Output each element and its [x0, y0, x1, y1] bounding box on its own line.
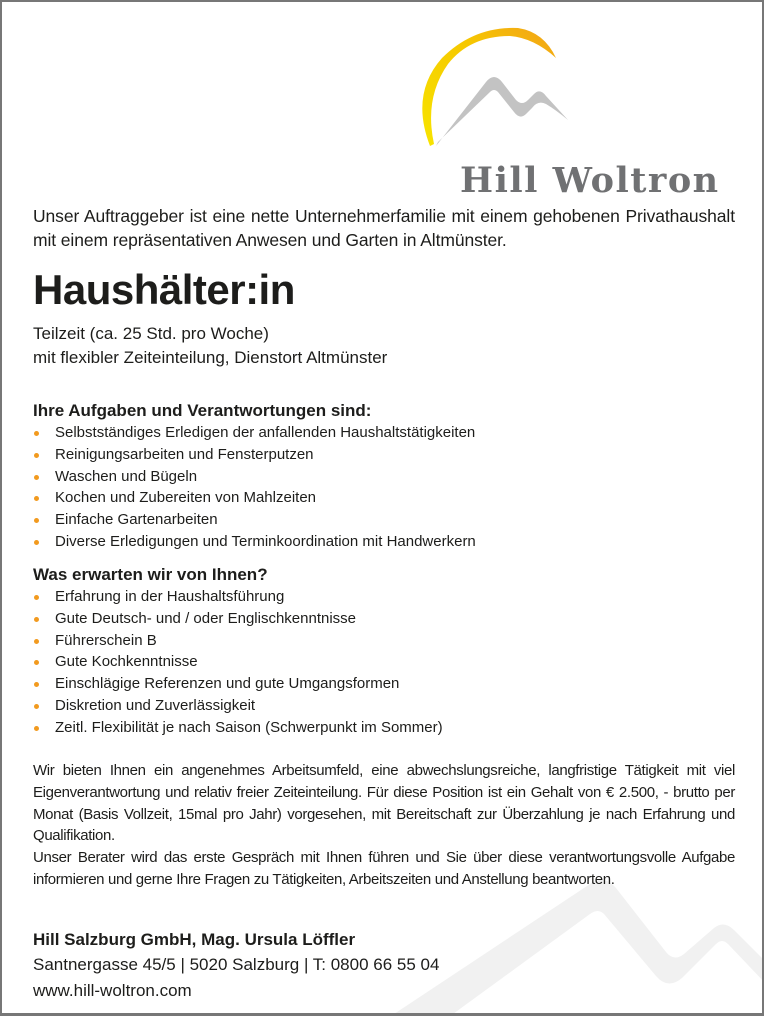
bullet-icon	[34, 453, 39, 458]
bullet-icon	[34, 431, 39, 436]
bullet-icon	[34, 518, 39, 523]
company-logo	[414, 24, 754, 201]
requirements-heading: Was erwarten wir von Ihnen?	[33, 565, 268, 584]
list-item: Diverse Erledigungen und Terminkoordination mit Handwerkern	[33, 531, 735, 553]
job-title: Haushälter:in	[33, 266, 295, 313]
logo-wordmark: Hill Woltron	[460, 160, 720, 201]
list-item: Kochen und Zubereiten von Mahlzeiten	[33, 487, 735, 509]
list-item: Diskretion und Zuverlässigkeit	[33, 695, 735, 717]
bullet-icon	[34, 660, 39, 665]
contact-company: Hill Salzburg GmbH, Mag. Ursula Löffler	[33, 930, 356, 949]
list-item: Waschen und Bügeln	[33, 466, 735, 488]
list-item: Selbstständiges Erledigen der anfallenden Haushaltstätigkeiten	[33, 422, 735, 444]
bullet-icon	[34, 726, 39, 731]
contact-address: Santnergasse 45/5 | 5020 Salzburg | T: 0800 66 55 04	[33, 955, 440, 974]
consultant-paragraph: Unser Berater wird das erste Gespräch mit Ihnen führen und Sie über diese verantwortungsvolle Aufgabe informieren und gerne Ihre Fragen zu Tätigkeiten, Arbeitszeiten und Anstellung beantworten.	[33, 849, 735, 888]
bullet-icon	[34, 540, 39, 545]
offer-text	[33, 760, 735, 891]
logo-sun-mountain-icon	[414, 24, 754, 154]
requirements-section	[33, 564, 735, 739]
bullet-icon	[34, 704, 39, 709]
tasks-section	[33, 400, 735, 553]
subtitle-line-location: mit flexibler Zeiteinteilung, Dienstort Altmünster	[33, 348, 388, 367]
bullet-icon	[34, 475, 39, 480]
offer-paragraph: Wir bieten Ihnen ein angenehmes Arbeitsumfeld, eine abwechslungsreiche, langfristige Tätigkeit mit viel Eigenverantwortung und relativ freier Zeiteinteilung. Für diese Position ist ein Gehalt von € 2.500, - brutto per Monat (Basis Vollzeit, 15mal pro Jahr) vorgesehen, mit Bereitschaft zur Überzahlung je nach Erfahrung und Qualifikation.	[33, 762, 735, 845]
intro-text: Unser Auftraggeber ist eine nette Unternehmerfamilie mit einem gehobenen Privathaushalt mit einem repräsentativen Anwesen und Garten in Altmünster.	[33, 206, 735, 250]
bullet-icon	[34, 595, 39, 600]
list-item: Zeitl. Flexibilität je nach Saison (Schwerpunkt im Sommer)	[33, 717, 735, 739]
list-item: Einschlägige Referenzen und gute Umgangsformen	[33, 673, 735, 695]
list-item: Reinigungsarbeiten und Fensterputzen	[33, 444, 735, 466]
contact-block	[33, 928, 439, 1004]
list-item: Einfache Gartenarbeiten	[33, 509, 735, 531]
website-link[interactable]: www.hill-woltron.com	[33, 981, 192, 1000]
tasks-heading: Ihre Aufgaben und Verantwortungen sind:	[33, 401, 372, 420]
list-item: Gute Deutsch- und / oder Englischkenntnisse	[33, 608, 735, 630]
tasks-list	[33, 422, 735, 553]
bullet-icon	[34, 639, 39, 644]
bullet-icon	[34, 617, 39, 622]
subtitle-line-hours: Teilzeit (ca. 25 Std. pro Woche)	[33, 324, 269, 343]
bullet-icon	[34, 682, 39, 687]
list-item: Führerschein B	[33, 630, 735, 652]
requirements-list	[33, 586, 735, 739]
bullet-icon	[34, 496, 39, 501]
list-item: Gute Kochkenntnisse	[33, 651, 735, 673]
job-subtitle	[33, 322, 387, 370]
list-item: Erfahrung in der Haushaltsführung	[33, 586, 735, 608]
